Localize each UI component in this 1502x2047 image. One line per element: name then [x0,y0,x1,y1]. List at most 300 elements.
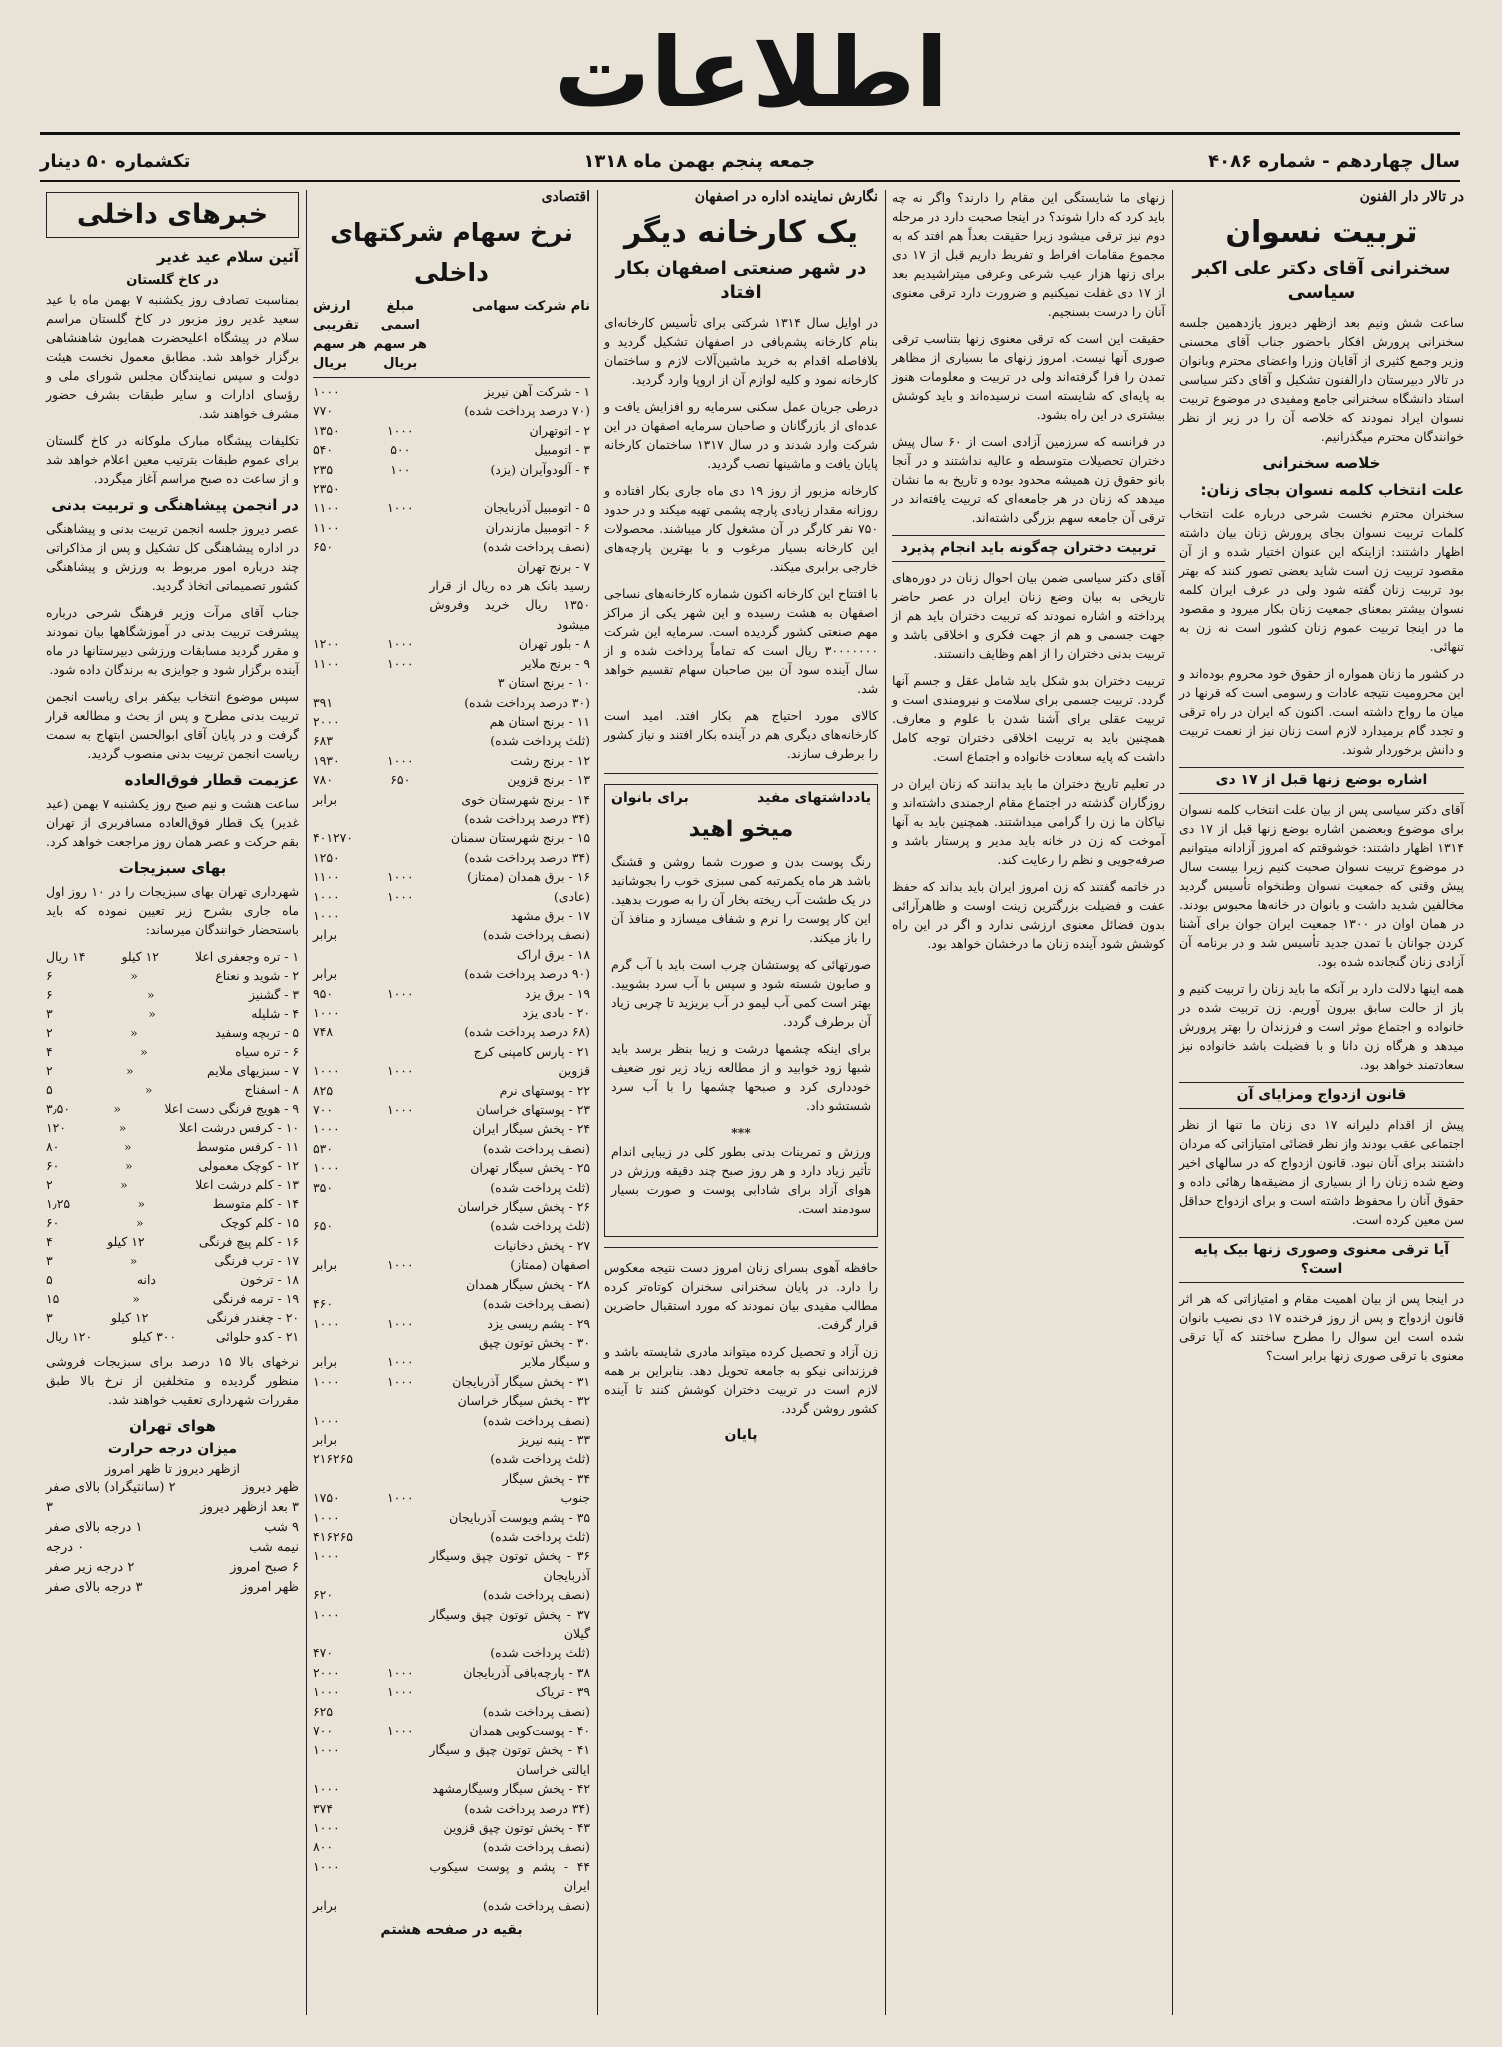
stock-row-cell: ۱۰۰۰ [386,1315,414,1331]
stock-row-cell: ۲۸ - پخش سیگار همدان [466,1276,590,1292]
stock-row-cell: ۴۰ - پوست‌کوبی همدان [469,1723,590,1739]
stock-row-cell: (۳۴ درصد پرداخت شده) [464,1800,590,1816]
news-heading: عزیمت قطار فوق‌العاده [124,771,299,789]
stock-row-cell: ۶ - اتومبیل مازندران [485,519,590,535]
price-row-cell: « [136,1215,144,1230]
stock-row [313,1022,590,1041]
stock-row [313,848,590,867]
stock-row [313,1139,590,1158]
domestic-news-section [40,188,305,2018]
price-row-cell: « [124,1139,132,1154]
news-paragraph: ساعت هشت و نیم صبح روز یکشنبه ۷ بهمن (عید غدیر) یک قطار فوق‌العاده مسافربری از تهران بقم حرکت و عصر همان روز مراجعت خواهد کرد. [46,796,299,849]
news-subheading: میزان درجه حرارت [107,1441,238,1457]
stock-row [313,479,590,498]
stock-row-cell: ۳۷۴ [313,1800,333,1816]
price-row-cell: « [130,1025,138,1040]
stock-row-cell: ۲۱ - پارس کامپنی کرج [473,1043,590,1059]
column-header: ارزش تقریبی هر سهم بریال [313,299,367,371]
stock-row [313,887,590,906]
stock-row-cell [371,693,429,712]
stock-row-cell: ۱۰ - برنج استان ۳ [497,675,590,691]
stock-row-cell: برابر [313,1431,338,1447]
stock-row-cell: ۴۳ - پخش توتون چپق قزوین [443,1820,590,1836]
stock-row-cell: (نصف پرداخت شده) [482,1587,590,1603]
price-row-cell: ۱۲ - کوچک معمولی [198,1158,299,1173]
stock-row [313,906,590,925]
price-row-cell: ۱ - تره وجعفری اعلا [194,949,299,964]
stock-row-cell: ۶۲۰ [313,1587,333,1603]
stock-row-cell: ۳۷ - پخش توتون چپق وسیگار گیلان [429,1606,590,1641]
price-row-cell: ۶ - تره سیاه [235,1044,299,1059]
stock-row-cell [371,1605,429,1644]
stock-row-cell [313,1197,371,1216]
stock-row-cell: برابر [313,1354,338,1370]
stock-row-cell [371,1818,429,1837]
price-row-cell: ۹ - هویج فرنگی دست اعلا [164,1101,299,1116]
stock-row [313,1391,590,1410]
stock-row-cell: ۱۹ - برق یزد [524,985,590,1001]
news-heading: در انجمن پیشاهنگی و تربیت بدنی [51,496,299,514]
newspaper-masthead: اطلاعات [553,17,949,129]
stock-row-cell: ۳۹۱ [313,694,333,710]
price-row-cell: « [125,1158,133,1173]
stock-row [313,925,590,944]
stock-row-cell: ۴۷۰ [313,1645,333,1661]
stock-row [313,673,590,692]
stock-row-cell [371,1178,429,1197]
price-row [46,966,299,985]
stock-row-cell [371,1081,429,1100]
stock-row [313,1721,590,1740]
stock-row-cell: ۲۰۰۰ [313,713,340,729]
stock-row [313,1837,590,1856]
price-row [46,1080,299,1099]
stock-row-cell: ۲۷ - پخش دخانیات [493,1237,590,1253]
temp-row-cell: ۰ درجه [46,1540,85,1555]
stock-row-cell: ۱۰۰۰ [386,655,414,671]
price-row-cell: ۲ [46,1025,53,1040]
stock-row-cell [313,557,371,576]
stock-row-cell [371,790,429,809]
stock-row-cell: ۱۳ - برنج قزوین [507,772,590,788]
stock-row-cell [371,1294,429,1313]
price-row [46,1023,299,1042]
article-paragraph: رنگ پوست بدن و صورت شما روشن و قشنگ باشد هر ماه یکمرتبه کمی سبزی خوب را بجوشانید در یک طشت آب ریخته بخار آن را به صورت بدهید. این کار پوست را نرم و شفاف میسازد و منافذ آن را باز میکند. [611,854,871,945]
stock-row [313,770,590,789]
stock-row-cell: ۵۳۰ [313,1140,333,1156]
stock-row-cell [371,1799,429,1818]
stock-row [313,828,590,847]
stock-row [313,1818,590,1837]
stock-row-cell: ۱۰۰۰ [386,500,414,516]
temperature-caption: ازظهر دیروز تا ظهر امروز [104,1461,241,1476]
issue-date: جمعه پنجم بهمن ماه ۱۳۱۸ [583,150,816,172]
stock-row-cell [313,1391,371,1410]
price-row-cell: « [147,987,155,1002]
stock-row-cell: ۳۲ - پخش سیگار خراسان [457,1393,590,1409]
stock-row-cell [371,1391,429,1410]
price-row [46,1156,299,1175]
stock-row [313,1411,590,1430]
price-row [46,1004,299,1023]
price-row-cell: « [132,1291,140,1306]
stock-row-cell: ۳۳ - پنبه نیریز [518,1431,590,1447]
stock-row-cell [371,1158,429,1177]
stock-row-cell: ۶۵۰ [390,772,411,788]
price-row [46,1175,299,1194]
stock-row-cell: ۷۷۰ [313,403,333,419]
stock-row-cell: ۳۹ - تریاک [536,1684,590,1700]
stock-table-body [313,382,590,1915]
stock-row-cell: (نصف پرداخت شده) [482,1140,590,1156]
stock-row-cell: برابر [313,1897,338,1913]
stock-row [313,1081,590,1100]
stock-row-cell: ۴۰۱۲۷۰ [313,830,353,846]
stock-row [313,440,590,459]
stock-row-cell: ۱۱ - برنج استان هم [489,713,590,729]
article-paragraph: زنهای ما شایستگی این مقام را دارند؟ واگر نه چه باید کرد که دارا شوند؟ در اینجا صحبت دارد در مرحله دوم نیز ترقی میشود زیرا حقیقت بعداً هم افتد که به مجموع مقامات افراط و تفریط داریم قبل از ۱۷ دی برای زنها هزار عیب شرعی وعرفی میتراشیدیم بعد از ۱۷ دی غفلت نمیکنیم و ضرورت دارد ترقی معنوی آنان را درست بسنجیم. [892,190,1166,319]
article-continuation [886,188,1171,2018]
stock-row-cell: ۲۳ - پوستهای خراسان [476,1102,590,1118]
column-header: مبلغ اسمی هر سهم بریال [373,299,427,371]
stock-row-cell: ۱۰۰۰ [313,1820,340,1836]
article-isfahan-factory [598,188,884,2018]
article-paragraph: در تعلیم تاریخ دختران ما باید بدانند که زنان ایران در روزگاران گذشته در اجتماع مقام ارجمندی داشته‌اند و نیاکان ما زن را گرامی میداشتند. همچنین باید به آنها آموخت که زن در خانه باید مدیر و پرستار باشد و صرفه‌جویی و نظم را رعایت کند. [892,776,1165,867]
stock-row [313,712,590,731]
section-heading: قانون ازدواج ومزایای آن [1179,1082,1464,1109]
stock-row-cell [371,557,429,576]
womens-notes-box [604,784,878,1237]
article-paragraph: زن آزاد و تحصیل کرده میتواند مادری شایسته باشد و فرزندانی نیکو به جامعه تحویل دهد. بنابراین بر همه لازم است در تربیت دختران کوشش کنند تا آینده کشور روشن گردد. [604,1344,878,1416]
stock-row-cell [371,518,429,537]
stock-row-cell: ۳۴ - پخش سیگار [502,1470,590,1486]
stock-row-cell [371,1216,429,1235]
price-row-cell: « [140,1044,148,1059]
stock-row-cell: ۱۳۵۰ [313,422,340,438]
price-row-cell: ۵ [46,1272,53,1287]
temp-row-cell: ۲ درجه زیر صفر [46,1560,135,1575]
stock-row-cell: (ثلث پرداخت شده) [490,1528,590,1544]
price-row-cell: ۶۰ [46,1215,60,1230]
stock-row-cell [313,1469,371,1488]
stock-row-cell: ۱۲۰۰ [313,636,340,652]
stock-row-cell: ۶۵۰ [313,539,333,555]
stock-row-cell: ۱۰۰۰ [313,1606,340,1622]
stock-row-cell: ۱۰۰۰ [313,1412,340,1428]
stock-row [313,1857,590,1896]
stock-row-cell: (نصف پرداخت شده) [482,539,590,555]
stock-row-cell [313,1275,371,1294]
stock-row-cell [313,1042,371,1061]
stock-row-cell [371,401,429,420]
article-paragraph: آقای دکتر سیاسی پس از بیان علت انتخاب کلمه نسوان برای موضوع وبعضمن اشاره بوضع زنها قبل از ۱۷ دی ۱۳۱۴ اظهار داشتند: خوشوقتم که امروز آزادانه میتوانیم در موضوع تربیت نسوان صحبت کنیم زیرا بیست سال پیش وقتی که جمعیت نسوان وطنخواه تأسیس گردید مخالفین شدید داشت و بانوان در خانه‌ها محبوس بودند. در همان اوان در ۱۳۰۰ جمعیت ایران جوان برای آشنا کردن جوانان با تمدن جدید تأسیس شد و در برنامه آن آزادی زنان گنجانده شده بود. [1179,802,1464,969]
section-heading: تربیت دختران چه‌گونه باید انجام پذیرد [892,535,1165,562]
article-byline: سخنرانی آقای دکتر علی اکبر سیاسی [1192,258,1451,303]
section-headline: خبرهای داخلی [46,192,299,238]
temp-row [46,1478,299,1498]
stock-row-cell [371,828,429,847]
stock-row-cell: اصفهان (ممتاز) [510,1257,590,1273]
stock-row [313,1430,590,1449]
dateline [40,148,1460,174]
stock-row-cell: برابر [313,1257,338,1273]
stock-row-cell: ۷ - برنج تهران [517,558,590,574]
stock-row-cell: ۲۰۰۰ [313,1664,340,1680]
stock-row-cell: ۱ - شرکت آهن نیریز [484,384,590,399]
stock-row-cell: ۹۵۰ [313,985,333,1001]
temp-row [46,1558,299,1578]
stock-row-cell [313,809,371,828]
price-row [46,1061,299,1080]
stock-row-cell: ۲۳۵۰ [313,481,340,497]
price-row [46,985,299,1004]
article-end: پایان [724,1427,758,1443]
price-row-cell: ۲ - شوید و نعناع [215,968,299,983]
stock-row-cell [371,906,429,925]
price-row-cell: « [129,1253,138,1268]
price-row-cell: ۲۰ - چغندر فرنگی [206,1310,299,1325]
stock-row-cell: (۹۰ درصد پرداخت شده) [464,966,590,982]
temp-row-cell: ظهر امروز [241,1580,299,1595]
price-row-cell: « [137,1196,146,1211]
stock-row [313,1896,590,1915]
stock-row-cell [313,576,371,634]
news-paragraph: تکلیفات پیشگاه مبارک ملوکانه در کاخ گلستان برای عموم طبقات بترتیب معین اعلام خواهد شد و از ساعت ده صبح مراسم آغاز میگردد. [46,433,299,486]
stock-row-cell [371,1042,429,1061]
price-row-cell: ۱۵ - کلم کوچک [220,1215,299,1230]
stock-row-cell: ۱۰۰ [390,461,411,477]
stock-row-cell [371,712,429,731]
stock-row-cell [371,1003,429,1022]
price-row-cell: ۱۲۰ ریال [46,1329,93,1344]
stock-row [313,1740,590,1779]
price-row-cell: ۶ [46,968,53,983]
price-row [46,1118,299,1137]
column-header: نام شرکت سهامی [472,299,590,314]
price-row-cell: ۳٫۵۰ [46,1101,70,1116]
stock-row-cell: ۴۴ - پشم و پوست سیکوب ایران [429,1858,590,1894]
price-row [46,1308,299,1327]
stock-row-cell: ۱۶ - برق همدان (ممتاز) [467,869,590,885]
price-row-cell: « [113,1101,121,1116]
stock-row-cell: ۲۵ - پخش سیگار تهران [470,1160,590,1176]
price-row-cell: ۸ - اسفناج [244,1082,299,1097]
stock-row [313,576,590,634]
news-paragraph: شهرداری تهران بهای سبزیجات را در ۱۰ روز اول ماه جاری بشرح زیر تعیین نموده که باید باستحضار خوانندگان میرساند: [46,884,299,937]
price-row [46,1213,299,1232]
masthead-rule [40,132,1460,135]
stock-row-cell: ۱۰۰۰ [313,1781,340,1797]
stock-row-cell: ۱۰۰۰ [313,1742,340,1758]
article-paragraph: حافظه آهوی بسرای زنان امروز دست نتیجه معکوس را دارد. در پایان سخنرانی سخنران کوتاه‌تر کرده مطالب مفیدی بیان نمودند که مورد استقبال حاضرین قرار گرفت. [604,1260,878,1332]
stock-row-cell: ۱۰۰۰ [313,1509,340,1525]
stock-row-cell: (نصف پرداخت شده) [482,1897,590,1913]
price-row-cell: ۱۴ - کلم متوسط [212,1196,299,1211]
stock-row-cell [371,1449,429,1468]
stock-row [313,634,590,653]
stock-row-cell: ۱۰۰۰ [386,869,414,885]
stock-row-cell: ۳ - اتومبیل [534,442,590,458]
temp-row-cell: ظهر دیروز [242,1480,299,1495]
stock-row-cell [371,1546,429,1585]
stock-row-cell [371,1508,429,1527]
temp-row [46,1578,299,1598]
price-row-cell: ۱۳ - کلم درشت اعلا [195,1177,299,1192]
price-row [46,1289,299,1308]
stock-row-cell: ۴۱۶۲۶۵ [313,1528,353,1544]
stock-row [313,1469,590,1488]
stock-row-cell: ۲۶ - پخش سیگار خراسان [457,1199,590,1215]
stock-row [313,401,590,420]
stock-row-cell: ۱۰۰۰ [386,1490,414,1506]
stock-row-cell: ۲۴ - پخش سیگار ایران [472,1121,590,1137]
stock-row-cell [371,945,429,964]
price-row-cell: ۳ [46,1006,53,1021]
article-paragraph: آقای دکتر سیاسی ضمن بیان احوال زنان در دوره‌های تاریخی به بیان وضع زنان ایران در عصر حاضر پرداخته و اشاره نمودند که تربیت دختران باید هم از جهت جسمی و هم از جهت فکری و اخلاقی باشد و تربیت بدنی دختران را از اهم وظایف دانستند. [892,570,1165,661]
stock-row-cell: ۵۰۰ [390,442,411,458]
price-row-cell: ۴ [46,1044,53,1059]
article-paragraph: در فرانسه که سرزمین آزادی است از ۶۰ سال پیش دختران تحصیلات متوسطه و عالیه نداشتند و در آنجا بانو حقوق زن همیشه محدود بوده و تاریخ به ما نشان میدهد که زنان در هر جامعه‌ای که تربیت یافته‌اند در ترقی آن جامعه سهم بزرگی داشته‌اند. [892,434,1165,525]
stock-row-cell [371,576,429,634]
stock-row-cell: ۱۰۰۰ [386,985,414,1001]
stock-row-cell [371,1585,429,1604]
stock-row-cell: ۷۰۰ [313,1102,333,1118]
section-heading: علت انتخاب کلمه نسوان بجای زنان: [1200,481,1464,499]
stock-row-cell: ۹ - برنج ملایر [521,655,590,671]
article-paragraph: کارخانه مزبور از روز ۱۹ دی ماه جاری بکار افتاده و روزانه مقدار زیادی پارچه پشمی تهیه میکند و در حدود ۷۵۰ نفر کارگر در آن مشغول کار میباشند. محصولات این کارخانه بسیار مرغوب و با بهترین پارچه‌های خارجی برابری میکند. [604,483,879,574]
stock-row-cell: ۵۴۰ [313,442,333,458]
stock-row-cell: (ثلث پرداخت شده) [490,1179,590,1195]
price-row-cell: ۴ - شلیله [251,1006,299,1021]
section-heading: آیا ترقی معنوی وصوری زنها بیک پایه است؟ [1179,1237,1464,1283]
stock-row-cell [371,1740,429,1779]
price-row-cell: ۲ [46,1177,53,1192]
stock-row [313,964,590,983]
stock-row-cell: ۱۰۰۰ [386,888,414,904]
article-women-education [1173,188,1470,2018]
stock-row-cell: ۱۱۰۰ [313,519,340,535]
stock-row-cell [313,673,371,692]
stock-row-cell: ۱۰۰۰ [386,1257,414,1273]
price-row [46,1042,299,1061]
stock-row-cell: ۸ - بلور تهران [518,636,590,652]
article-paragraph: ورزش و تمرینات بدنی بطور کلی در زیبایی اندام تأثیر زیاد دارد و هر روز صبح چند دقیقه ورزش در هوای آزاد برای شادابی پوست و صورت بسیار سودمند است. [611,1144,871,1216]
stock-row [313,518,590,537]
stock-row-cell [371,1896,429,1915]
price-row-cell: دانه [136,1272,156,1287]
stock-row-cell: (۶۸ درصد پرداخت شده) [464,1024,590,1040]
stock-row-cell: ۳۸ - پارچه‌بافی آذربایجان [463,1664,590,1680]
stock-row-cell: ۱۰۰۰ [313,1684,340,1700]
dateline-rule [40,180,1460,182]
stock-row-cell: ۸۰۰ [313,1839,333,1855]
stock-row-cell [313,945,371,964]
stock-row-cell: (ثلث پرداخت شده) [490,1645,590,1661]
article-paragraph: در کشور ما زنان همواره از حقوق خود محروم بوده‌اند و این محرومیت نتیجه عادات و رسومی است که قرنها در میان ما رواج داشته است. اکنون که ایران در راه ترقی و تجدد گام برمیدارد لازم است زنان نیز از نعمت تربیت و دانش برخوردار شوند. [1179,666,1464,757]
temp-row-cell: نیمه شب [249,1540,299,1555]
stock-row [313,1178,590,1197]
stock-row-cell: (۳۴ درصد پرداخت شده) [464,810,590,826]
price-row-cell: « [118,1120,127,1135]
temp-row-cell: ۱ درجه بالای صفر [46,1520,143,1535]
price-row [46,947,299,966]
stock-row-cell: ۱۰۰۰ [386,1373,414,1389]
stock-row-cell: ۱۰۰۰ [313,888,340,904]
stock-row-cell: ۳۶ - پخش توتون چپق وسیگار آذربایجان [429,1548,590,1583]
price-row-cell: ۳ [46,1310,53,1325]
stock-row [313,1643,590,1662]
stock-row [313,1546,590,1585]
stock-row-cell: (ثلث پرداخت شده) [490,1218,590,1234]
stock-row-cell: ۱۷۵۰ [313,1490,340,1506]
price-row-cell: « [130,968,138,983]
stock-row-cell: ۱۱۰۰ [313,869,340,885]
stock-row-cell [371,537,429,556]
price-row-cell: ۱۹ - ترمه فرنگی [212,1291,299,1306]
stock-row [313,1585,590,1604]
stock-row [313,1449,590,1468]
stock-row-cell: ۳۰ - پخش توتون چپق [478,1334,590,1350]
stock-row [313,1216,590,1235]
issue-number: سال چهاردهم - شماره ۴۰۸۶ [1208,150,1460,172]
stock-row [313,1158,590,1177]
stock-row-cell: ۱۰۰۰ [386,752,414,768]
price-row-cell: ۶ [46,987,53,1002]
stock-row-cell: (نصف پرداخت شده) [482,1412,590,1428]
price-row-cell: ۱۶ - کلم پیچ فرنگی [198,1234,299,1249]
temp-row [46,1498,299,1518]
stock-row-cell [371,673,429,692]
news-paragraph: جناب آقای مرآت وزیر فرهنگ شرحی درباره پیشرفت تربیت بدنی در آموزشگاهها بیان نمودند و مقرر گردید مسابقات ورزشی دبیرستانها در ماه آینده برگزار شود و جوایزی به برندگان داده شود. [46,605,299,677]
rubric-label: برای بانوان [611,790,689,806]
stock-row [313,537,590,556]
stock-row-cell: (۳۰ درصد پرداخت شده) [464,694,590,710]
stock-row-cell [313,1236,371,1255]
stock-row-cell: ۱۰۰۰ [386,1664,414,1680]
stock-row-cell: ۱۰۰۰ [313,1063,340,1079]
stock-row [313,945,590,964]
stock-row-cell: و سیگار ملایر [521,1354,590,1370]
stock-row-cell: ۱۲۵۰ [313,849,340,865]
rubric-label: یادداشتهای مفید [757,790,871,806]
stock-row-cell: ۲۳۵ [313,461,333,477]
temp-row-cell: ۳ درجه بالای صفر [46,1580,143,1595]
price-row-cell: ۴ [46,1234,53,1249]
stock-row [313,1100,590,1119]
stock-row-cell: ۵ - اتومبیل آذربایجان [484,500,590,516]
temp-row-cell: ۲ (سانتیگراد) بالای صفر [46,1480,176,1495]
stock-row [313,460,590,479]
stock-row-cell [313,1333,371,1352]
article-paragraph: برای اینکه چشمها درشت و زیبا بنظر برسد باید شبها زود خوابید و از مطالعه زیاد زیر نور ضعیف خودداری کرد و صبحها چشمها را با آب سرد شستشو داد. [611,1041,871,1113]
stock-row-cell: ۶۵۰ [313,1218,333,1234]
price-row-cell: ۱۵ [46,1291,60,1306]
news-paragraph: سپس موضوع انتخاب بیکفر برای ریاست انجمن تربیت بدنی مطرح و پس از بحث و مطالعه قرار گرفت و در پایان آقای ابوالحسن ابتهاج به سمت ریاست انجمن تربیت بدنی منصوب گردید. [46,689,299,761]
price-row-cell: ۲ [46,1063,53,1078]
stock-row-cell: ۳۵ - پشم ویوست آذربایجان [449,1509,590,1525]
price-row [46,1232,299,1251]
news-subheading: در کاخ گلستان [126,273,219,288]
stock-row [313,1333,590,1352]
stock-row [313,1275,590,1294]
stock-prices-section [307,188,596,2018]
stock-row-cell: ۶۲۵ [313,1703,333,1719]
article-paragraph: کالای مورد احتیاج هم بکار افتد. امید است کارخانه‌های دیگری هم در آینده بکار افتند و نیاز کشور را برطرف سازند. [604,708,878,761]
section-heading: اشاره بوضع زنها قبل از ۱۷ دی [1179,767,1464,794]
price-row [46,1194,299,1213]
article-headline: تربیت نسوان [1225,215,1418,250]
stock-row [313,1605,590,1644]
